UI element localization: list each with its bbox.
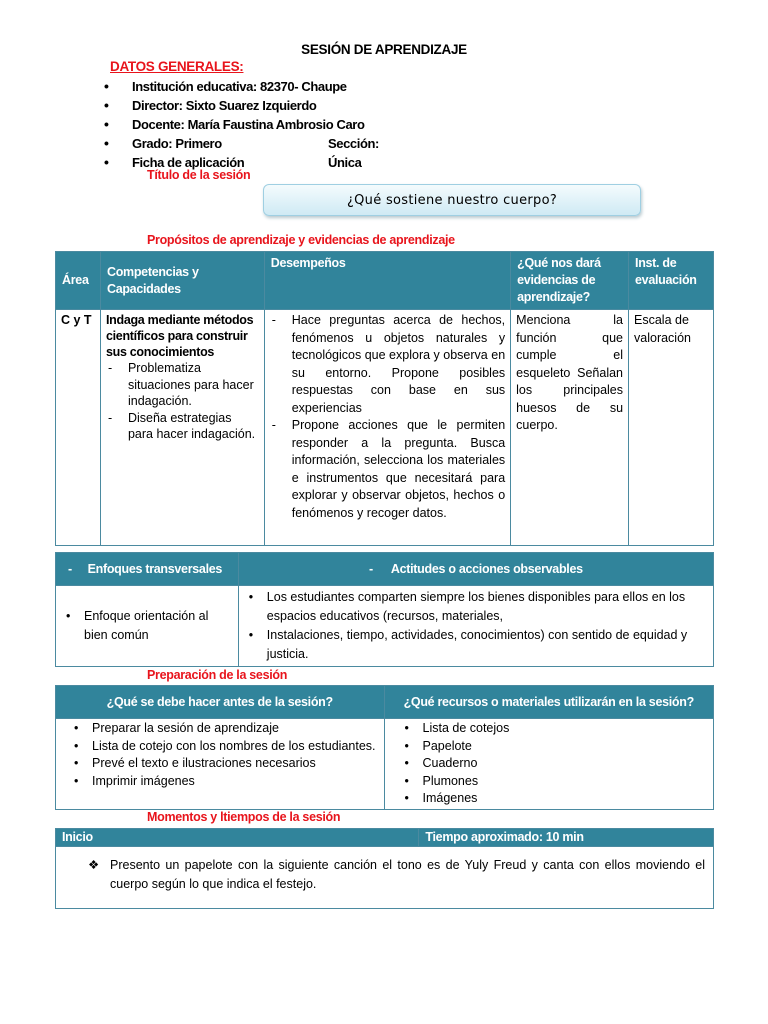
- recursos-cell: [384, 719, 714, 810]
- header-competencias: Competencias y Capacidades: [100, 252, 264, 310]
- preparacion-header-row: [56, 686, 714, 719]
- recurso-item: • Cuaderno: [401, 755, 708, 773]
- desempeno-item: - Propone acciones que le permiten responder a la pregunta. Busca información, selecciona los materiales e instrumentos que necesitará para explorar y observar objetos, hechos o fenómenos y recoger datos.: [270, 417, 505, 522]
- inicio-header: Inicio: [56, 829, 419, 847]
- capacidad-item: - Diseña estrategias para hacer indagación.: [106, 410, 259, 443]
- recursos-list: [391, 720, 708, 808]
- enfoques-row: [56, 586, 714, 667]
- actitudes-list: [245, 588, 707, 664]
- momentos-row: [56, 847, 714, 909]
- enfoque-cell: [56, 586, 239, 667]
- momentos-header-row: [56, 829, 714, 847]
- antes-cell: [56, 719, 385, 810]
- propositos-table: [55, 251, 714, 546]
- titulo-sesion-label: Título de la sesión: [147, 168, 251, 182]
- preparacion-row: [56, 719, 714, 810]
- antes-item: • Lista de cotejo con los nombres de los estudiantes.: [70, 738, 378, 756]
- antes-item: • Preparar la sesión de aprendizaje: [70, 720, 378, 738]
- propositos-label: Propósitos de aprendizaje y evidencias de aprendizaje: [147, 233, 455, 247]
- area-cell: C y T: [56, 310, 101, 546]
- recurso-item: • Lista de cotejos: [401, 720, 708, 738]
- docente-item: • Docente: María Faustina Ambrosio Caro: [104, 115, 365, 134]
- momentos-cell: [56, 847, 714, 909]
- recurso-item: • Papelote: [401, 738, 708, 756]
- antes-item: • Prevé el texto e ilustraciones necesarios: [70, 755, 378, 773]
- momento-item: [64, 856, 705, 894]
- diamond-bullet-icon: ❖: [88, 858, 100, 872]
- evidencias-cell: Menciona la función que cumple el esqueleto Señalan los principales huesos de su cuerpo.: [511, 310, 629, 546]
- director-item: • Director: Sixto Suarez Izquierdo: [104, 96, 365, 115]
- dash-mark: -: [369, 562, 373, 576]
- capacidades-list: [106, 360, 259, 443]
- header-evidencias: ¿Qué nos dará evidencias de aprendizaje?: [511, 252, 629, 310]
- enfoques-header-row: [56, 553, 714, 586]
- competencias-cell: [100, 310, 264, 546]
- header-instrumento: Inst. de evaluación: [629, 252, 714, 310]
- dash-mark: -: [68, 562, 72, 576]
- header-enfoques: [56, 553, 239, 586]
- actitudes-header-text: Actitudes o acciones observables: [390, 562, 583, 576]
- momentos-label: Momentos y ltiempos de la sesión: [147, 810, 341, 824]
- header-recursos: ¿Qué recursos o materiales utilizarán en la sesión?: [384, 686, 714, 719]
- propositos-header-row: [56, 252, 714, 310]
- desempenos-cell: [264, 310, 510, 546]
- instrumento-cell: Escala de valoración: [629, 310, 714, 546]
- tiempo-header: Tiempo aproximado: 10 min: [419, 829, 714, 847]
- recurso-item: • Plumones: [401, 773, 708, 791]
- header-area: Área: [56, 252, 101, 310]
- enfoques-header-text: Enfoques transversales: [87, 562, 223, 576]
- actitud-item: • Instalaciones, tiempo, actividades, conocimientos) con sentido de equidad y justicia.: [245, 626, 707, 664]
- ficha-item: • Ficha de aplicación: [104, 153, 365, 172]
- antes-item: • Imprimir imágenes: [70, 773, 378, 791]
- enfoque-list: [62, 607, 232, 645]
- grado-text: Grado: Primero: [132, 136, 222, 151]
- enfoque-item: • Enfoque orientación al bien común: [62, 607, 232, 645]
- actitudes-cell: [238, 586, 713, 667]
- enfoques-table: [55, 552, 714, 667]
- page-title: SESIÓN DE APRENDIZAJE: [301, 42, 467, 57]
- seccion-text: Sección: Única: [328, 136, 379, 170]
- header-antes: ¿Qué se debe hacer antes de la sesión?: [56, 686, 385, 719]
- header-desempenos: Desempeños: [264, 252, 510, 310]
- header-actitudes: [238, 553, 713, 586]
- actitud-item: • Los estudiantes comparten siempre los bienes disponibles para ellos en los espacios educativos (recursos, materiales,: [245, 588, 707, 626]
- datos-generales-list: [104, 77, 379, 172]
- momentos-table: [55, 828, 714, 909]
- capacidad-item: - Problematiza situaciones para hacer indagación.: [106, 360, 259, 410]
- recurso-item: • Imágenes: [401, 790, 708, 808]
- datos-generales-heading: DATOS GENERALES:: [110, 59, 244, 74]
- preparacion-table: [55, 685, 714, 810]
- competencia-text: Indaga mediante métodos científicos para construir sus conocimientos: [105, 313, 254, 359]
- antes-list: [62, 720, 378, 790]
- session-title-banner: ¿Qué sostiene nuestro cuerpo?: [263, 184, 641, 216]
- desempenos-list: [270, 312, 505, 522]
- propositos-row: [56, 310, 714, 546]
- desempeno-item: - Hace preguntas acerca de hechos, fenómenos u objetos naturales y tecnológicos que explora y observa en su entorno. Propone posibles respuestas con base en sus experiencias: [270, 312, 505, 417]
- preparacion-label: Preparación de la sesión: [147, 668, 288, 682]
- institucion-item: • Institución educativa: 82370- Chaupe: [104, 77, 365, 96]
- momento-text: Presento un papelote con la siguiente canción el tono es de Yuly Freud y canta con ellos moviendo el cuerpo según lo que indica el festejo.: [110, 858, 705, 891]
